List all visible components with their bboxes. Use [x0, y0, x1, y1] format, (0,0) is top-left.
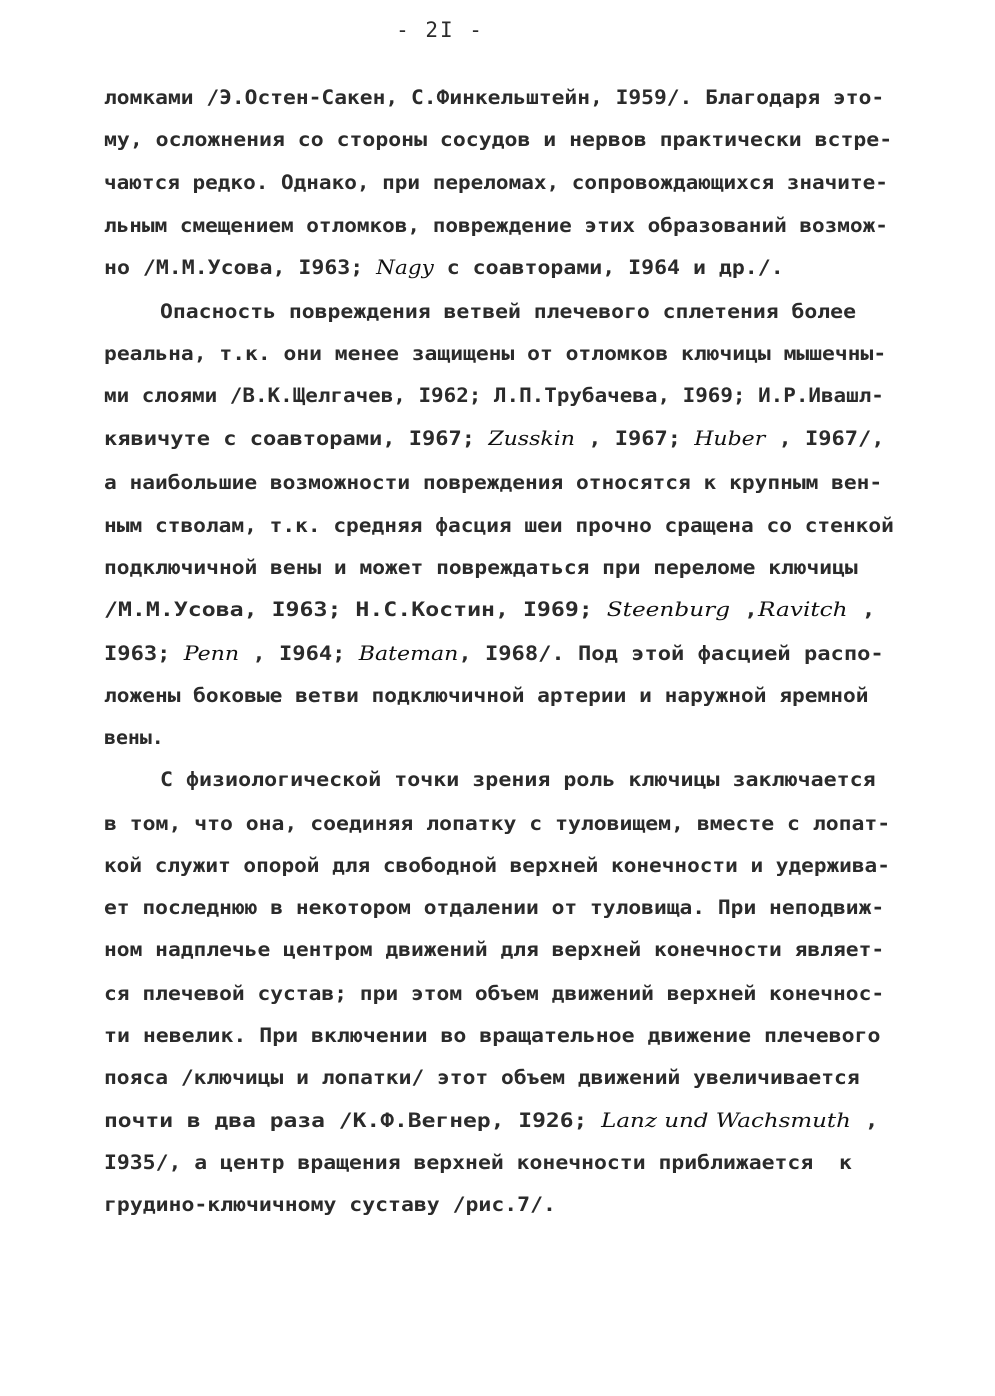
text-line	[104, 804, 890, 844]
handwritten-citation: Ravitch	[758, 598, 848, 621]
text-line	[104, 206, 888, 246]
handwritten-citation: Nagy	[376, 256, 434, 279]
page-number: - 2I -	[396, 18, 484, 42]
text-segment: но /М.М.Усова, I963;	[104, 256, 377, 279]
text-segment: в том, что она, соединяя лопатку с туловищем, вместе с лопат-	[104, 812, 891, 835]
text-line	[104, 1185, 556, 1225]
text-line	[160, 760, 876, 800]
text-segment: кявичуте с соавторами, I967;	[104, 427, 489, 450]
text-line	[104, 506, 894, 546]
text-line	[104, 1101, 879, 1141]
text-segment: ет последнюю в некотором отдалении от туловища. При неподвиж-	[104, 896, 885, 919]
text-segment: , I968/. Под этой фасцией распо-	[458, 642, 884, 665]
handwritten-citation: Steenburg	[606, 598, 731, 621]
text-line	[104, 419, 885, 459]
text-line	[104, 163, 888, 203]
text-line	[104, 1143, 852, 1183]
text-segment: /М.М.Усова, I963; Н.С.Костин, I969;	[104, 598, 607, 621]
text-segment: I935/, а центр вращения верхней конечности приближается к	[104, 1151, 852, 1174]
text-line	[104, 248, 784, 288]
text-line	[104, 846, 890, 886]
text-segment: ным стволам, т.к. средняя фасция шеи прочно сращена со стенкой	[104, 514, 894, 537]
text-segment: вены.	[104, 726, 164, 749]
text-segment: ти невелик. При включении во вращательное движение плечевого	[104, 1024, 881, 1047]
text-segment: ложены боковые ветви подключичной артерии и наружной яремной	[104, 684, 869, 707]
text-segment: ломками /Э.Остен-Сакен, С.Финкельштейн, I959/. Благодаря это-	[104, 86, 885, 109]
text-segment: почти в два раза /К.Ф.Вегнер, I926;	[104, 1109, 602, 1132]
handwritten-citation: Lanz und Wachsmuth	[601, 1109, 851, 1132]
text-segment: грудино-ключичному суставу /рис.7/.	[104, 1193, 556, 1216]
handwritten-citation: Bateman	[358, 642, 459, 665]
text-line	[104, 376, 884, 416]
text-segment: с соавторами, I964 и др./.	[433, 256, 784, 279]
text-line	[104, 78, 884, 118]
text-segment: , I967;	[574, 427, 695, 450]
handwritten-citation: Huber	[694, 427, 766, 450]
text-segment: подключичной вены и может повреждаться при переломе ключицы	[104, 556, 858, 579]
handwritten-citation: Zusskin	[488, 427, 575, 450]
text-line	[104, 974, 884, 1014]
text-segment: , I964;	[239, 642, 359, 665]
text-segment: льным смещением отломков, повреждение этих образований возмож-	[104, 214, 888, 237]
text-segment: а наибольшие возможности повреждения относятся к крупным вен-	[104, 471, 883, 494]
text-line	[104, 718, 164, 758]
text-line	[104, 676, 868, 716]
text-line	[104, 590, 876, 630]
text-segment: Опасность повреждения ветвей плечевого сплетения более	[160, 300, 856, 323]
handwritten-citation: Penn	[183, 642, 240, 665]
text-line	[104, 548, 858, 588]
text-segment: I963;	[104, 642, 184, 665]
text-segment: му, осложнения со стороны сосудов и нервов практически встре-	[104, 128, 893, 151]
text-line	[104, 1016, 880, 1056]
text-segment: реальна, т.к. они менее защищены от отломков ключицы мышечны-	[104, 342, 887, 365]
text-line	[104, 1058, 860, 1098]
text-line	[104, 120, 892, 160]
text-line	[104, 334, 886, 374]
text-segment: пояса /ключицы и лопатки/ этот объем движений увеличивается	[104, 1066, 860, 1089]
text-segment: кой служит опорой для свободной верхней конечности и удержива-	[104, 854, 890, 877]
text-segment: ся плечевой сустав; при этом объем движений верхней конечнос-	[104, 982, 885, 1005]
text-segment: ,	[730, 598, 759, 621]
text-segment: ,	[850, 1109, 879, 1132]
text-line	[104, 634, 884, 674]
text-segment: С физиологической точки зрения роль ключицы заключается	[160, 768, 876, 791]
text-line	[160, 292, 856, 332]
text-segment: ,	[847, 598, 876, 621]
text-segment: ном надплечье центром движений для верхней конечности являет-	[104, 938, 885, 961]
text-line	[104, 463, 882, 503]
text-segment: ми слоями /В.К.Щелгачев, I962; Л.П.Трубачева, I969; И.Р.Ивашл-	[104, 384, 884, 407]
text-segment: чаются редко. Однако, при переломах, сопровождающихся значите-	[104, 171, 888, 194]
text-line	[104, 930, 884, 970]
text-segment: , I967/,	[765, 427, 885, 450]
text-line	[104, 888, 884, 928]
